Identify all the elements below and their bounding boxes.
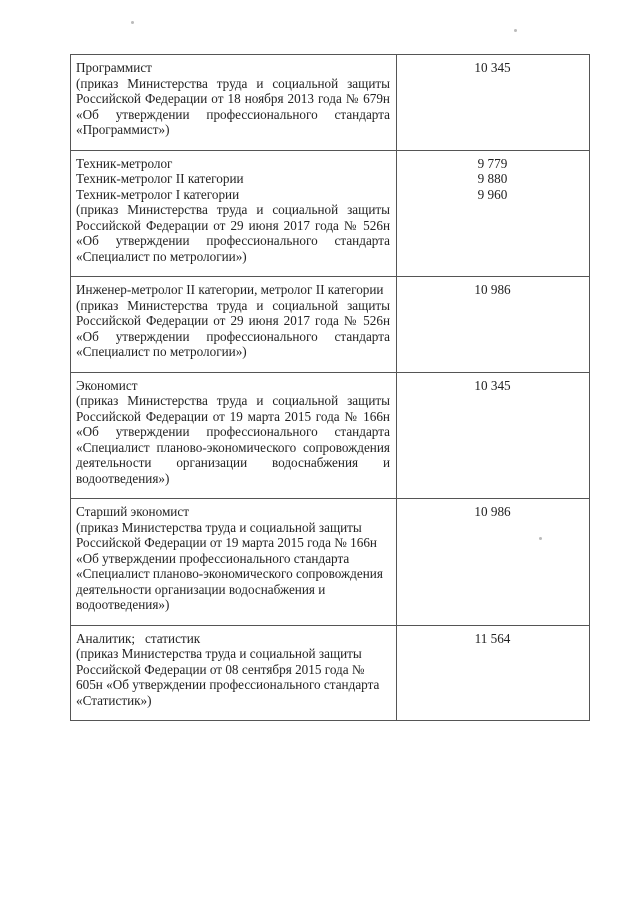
salary-value: 11 564 [474,630,511,646]
position-cell [71,372,397,499]
order-reference: (приказ Министерства труда и социальной защиты Российской Федерации от 29 июня 2017 года № 526н «Об утверждении профессионального стандарта «Специалист по метрологии») [76,202,390,264]
position-cell [71,625,397,721]
position-cell [71,499,397,626]
position-cell [71,150,397,277]
position-title: Программист [76,60,152,75]
salary-value: 10 345 [474,60,511,75]
order-reference: (приказ Министерства труда и социальной защиты Российской Федерации от 18 ноября 2013 года № 679н «Об утверждении профессионального стандарта «Программист») [76,75,390,137]
table-row [71,625,590,721]
table-row [71,499,590,626]
salary-value: 9 779 [477,155,508,171]
order-reference: (приказ Министерства труда и социальной защиты Российской Федерации от 19 марта 2015 года № 166н «Об утверждении профессионального стандарта «Специалист планово-экономического сопровождения деятельности организации водоснабжения и водоотведения») [76,393,390,486]
order-reference: (приказ Министерства труда и социальной защиты Российской Федерации от 29 июня 2017 года № 526н «Об утверждении профессионального стандарта «Специалист по метрологии») [76,297,390,359]
salary-value: 10 986 [474,504,511,519]
position-title: Техник-метролог II категории [76,171,244,186]
position-title: Аналитик; статистик [76,630,201,646]
salary-cell [397,372,590,499]
position-title: Техник-метролог [76,155,173,171]
salary-value: 9 880 [477,171,508,186]
salary-table [70,54,590,721]
salary-cell [397,277,590,373]
salary-cell [397,150,590,277]
salary-value: 10 986 [474,282,511,297]
salary-cell [397,625,590,721]
salary-value: 10 345 [474,377,511,393]
scan-speck [514,29,517,32]
scan-speck [539,537,542,540]
salary-value: 9 960 [477,186,508,202]
position-cell [71,55,397,151]
scan-speck [131,21,134,24]
order-reference: (приказ Министерства труда и социальной защиты Российской Федерации от 08 сентября 2015 года № 605н «Об утверждении профессионального стандарта «Статистик») [76,646,380,708]
table-row [71,55,590,151]
position-title: Техник-метролог I категории [76,186,240,202]
position-title: Экономист [76,377,138,393]
salary-cell [397,55,590,151]
position-title: Старший экономист [76,504,189,519]
table-row [71,150,590,277]
salary-cell [397,499,590,626]
position-cell [71,277,397,373]
table-row [71,372,590,499]
position-title: Инженер-метролог II категории, метролог II категории [76,282,384,297]
order-reference: (приказ Министерства труда и социальной защиты Российской Федерации от 19 марта 2015 года № 166н «Об утверждении профессионального стандарта «Специалист планово-экономического сопровождения деятельности организации водоснабжения и водоотведения») [76,519,383,612]
table-row [71,277,590,373]
